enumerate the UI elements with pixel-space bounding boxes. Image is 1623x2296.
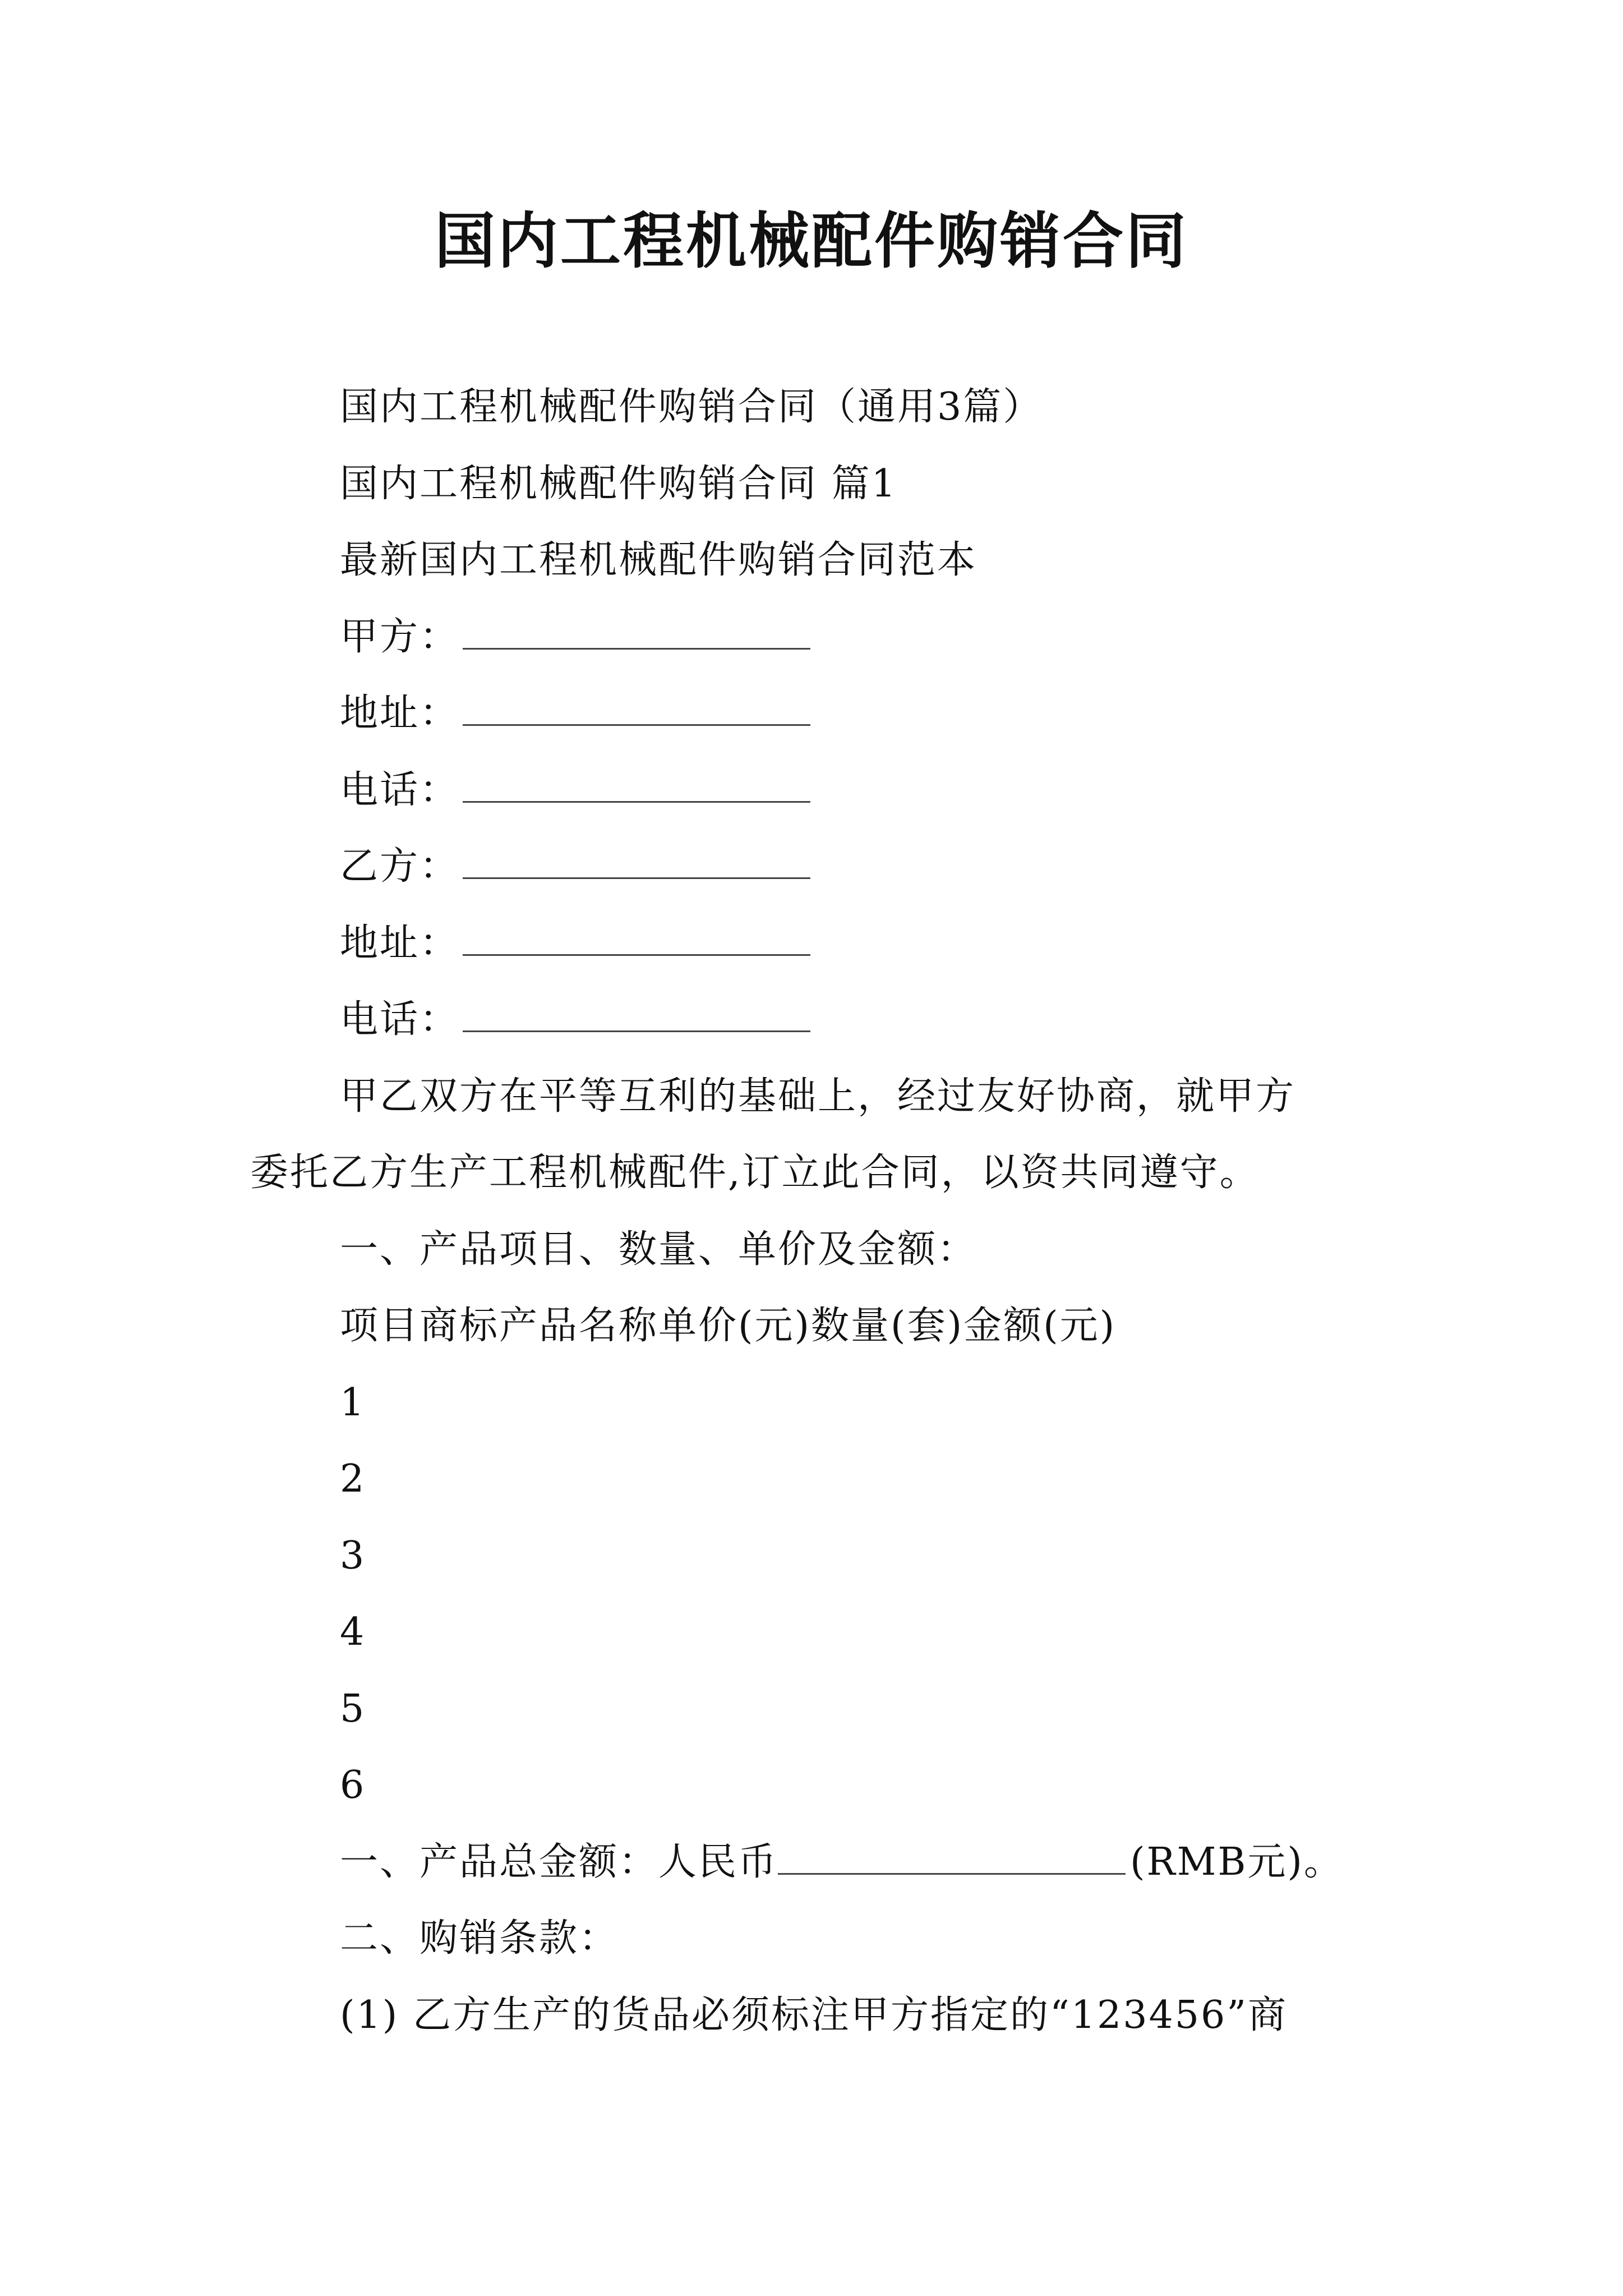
template-title: 最新国内工程机械配件购销合同范本 bbox=[340, 538, 978, 582]
party-b-phone-blank[interactable] bbox=[463, 999, 810, 1032]
total-amount-suffix: (RMB元)。 bbox=[1130, 1839, 1344, 1884]
document-body bbox=[250, 369, 1389, 2054]
party-a-address-blank[interactable] bbox=[463, 693, 810, 726]
intro-paragraph-line2: 委托乙方生产工程机械配件,订立此合同，以资共同遵守。 bbox=[250, 1151, 1260, 1195]
party-b-address-row bbox=[250, 905, 1389, 982]
table-row: 4 bbox=[340, 1610, 366, 1654]
party-b-phone-row bbox=[250, 982, 1389, 1059]
table-row: 2 bbox=[340, 1457, 366, 1501]
table-row: 3 bbox=[340, 1533, 366, 1578]
party-a-blank[interactable] bbox=[463, 616, 810, 650]
party-a-label: 甲方： bbox=[340, 614, 460, 659]
table-row: 5 bbox=[340, 1686, 366, 1731]
table-row: 6 bbox=[340, 1763, 366, 1807]
clause1-heading: 一、产品项目、数量、单价及金额： bbox=[340, 1227, 978, 1272]
party-a-row bbox=[250, 599, 1389, 676]
party-b-label: 乙方： bbox=[340, 844, 460, 889]
subtitle: 国内工程机械配件购销合同（通用3篇） bbox=[340, 385, 1043, 429]
intro-paragraph-line1: 甲乙双方在平等互利的基础上，经过友好协商，就甲方 bbox=[340, 1074, 1296, 1119]
party-a-address-label: 地址： bbox=[340, 691, 460, 735]
clause2-item1: (1) 乙方生产的货品必须标注甲方指定的“123456”商 bbox=[340, 1993, 1288, 2037]
total-amount-blank[interactable] bbox=[778, 1842, 1126, 1875]
party-b-row bbox=[250, 829, 1389, 905]
party-a-phone-row bbox=[250, 752, 1389, 829]
total-amount-row bbox=[250, 1824, 1389, 1901]
table-row: 1 bbox=[340, 1380, 366, 1425]
total-amount-prefix: 一、产品总金额：人民币 bbox=[340, 1839, 778, 1884]
party-b-phone-label: 电话： bbox=[340, 997, 460, 1042]
clause2-heading: 二、购销条款： bbox=[340, 1916, 619, 1961]
section-heading: 国内工程机械配件购销合同 篇1 bbox=[340, 461, 897, 506]
party-b-address-label: 地址： bbox=[340, 921, 460, 965]
table-header: 项目商标产品名称单价(元)数量(套)金额(元) bbox=[340, 1304, 1117, 1348]
party-a-phone-label: 电话： bbox=[340, 767, 460, 812]
party-a-address-row bbox=[250, 675, 1389, 752]
party-b-address-blank[interactable] bbox=[463, 923, 810, 956]
party-a-phone-blank[interactable] bbox=[463, 770, 810, 803]
document-title: 国内工程机械配件购销合同 bbox=[434, 206, 1188, 277]
party-b-blank[interactable] bbox=[463, 846, 810, 879]
